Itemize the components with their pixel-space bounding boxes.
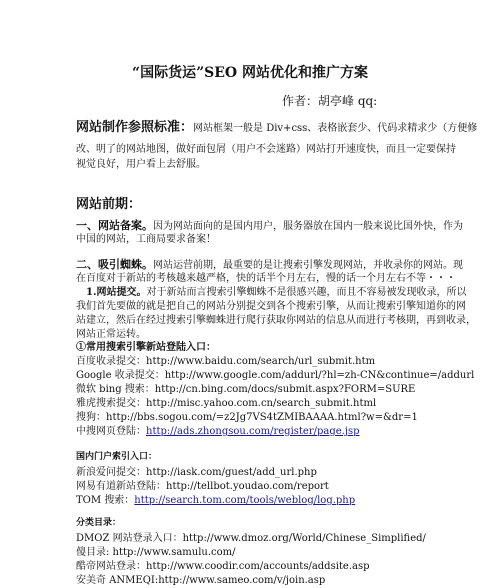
document-title: “国际货运”SEO 网站优化和推广方案 [132,65,368,81]
author-line: 作者：胡亭峰 qq: [282,94,378,108]
entry-yahoo: 雅虎搜索提交：http://misc.yahoo.com.cn/search_submit.html [76,398,377,409]
category-anmeqi: 安美奇 ANMEQI:http://www.sameo.com/v/join.asp [76,575,326,586]
entry-sogou: 搜狗：http://bbs.sogou.com/=z2Jg7VS4tZMIBAAAA.html?w=&dr=1 [76,412,418,423]
entries-heading: ①常用搜索引擎新站登陆入口： [76,342,216,353]
entry-baidu: 百度收录提交：http://www.baidu.com/search/url_submit.htm [76,356,376,367]
entry-bing: 微软 bing 搜索：http://cn.bing.com/docs/submit.aspx?FORM=SURE [76,384,416,395]
section2-heading: 网站前期： [76,197,142,212]
portal-youdao: 网易有道新站登陆：http://tellbot.youdao.com/report [76,481,329,492]
item2-text: 网站运营前期，最重要的是让搜索引擎发现网站，并收录你的网站。现 [153,260,463,271]
item1-line2: 中国的网站，工商局要求备案！ [76,234,216,245]
sub1-line2: 我们首先要做的就是把自己的网站分别提交到各个搜索引擎，从而让搜索引擎知道你的网 [76,301,466,312]
item1-heading: 一、网站备案。 [76,219,153,232]
sub1-text: 对于新站而言搜索引擎蜘蛛不是很感兴趣，而且不容易被发现收录，所以 [146,287,467,298]
entry-zhongsou [76,425,360,439]
portal-heading: 国内门户索引入口： [76,452,158,462]
section1-heading: 网站制作参照标准： [76,120,194,135]
sub1-line1 [86,286,466,300]
portal-tom [76,494,355,508]
section1-line3: 视觉良好，用户看上去舒服。 [76,159,206,170]
item1-text: 因为网站面向的是国内用户，服务器放在国内一般来说比国外快，作为 [153,221,463,232]
sub1-line3: 站建立，然后在经过搜索引擎蜘蛛进行爬行获取你网站的信息从而进行考核期，再到收录， [76,315,476,326]
section1-text: 网站框架一般是 Div+css、表格嵌套少、代码求精求少（方便修 [193,123,478,134]
item2-line1 [76,258,463,273]
category-dmoz: DMOZ 网站登录入口：http://www.dmoz.org/World/Chinese_Simplified/ [76,533,426,544]
zhongsou-label: 中搜网页登陆： [76,426,146,437]
category-coodir: 酷帝网站登录：http://www.coodir.com/accounts/addsite.asp [76,561,370,572]
portal-iask: 新浪爱问提交：http://iask.com/guest/add_url.php [76,467,317,478]
tom-link[interactable]: http://search.tom.com/tools/weblog/log.php [134,495,356,506]
item2-line2: 在百度对于新站的考核越来越严格，快的话半个月左右，慢的话一个月左右不等・・・ [76,273,456,284]
sub1-line4: 网站正常运转。 [76,329,146,340]
category-heading: 分类目录： [76,518,122,528]
tom-label: TOM 搜索： [76,495,135,506]
zhongsou-link[interactable]: http://ads.zhongsou.com/register/page.jsp [146,426,360,437]
entry-google: Google 收录提交：http://www.google.com/addurl/?hl=zh-CN&continue=/addurl [76,370,475,381]
sub1-heading: 1.网站提交。 [86,287,147,298]
section1-line1 [76,121,477,136]
item2-heading: 二、吸引蜘蛛。 [76,258,153,271]
section1-line2: 改、明了的网站地图，做好面包屑（用户不会迷路）网站打开速度快，而且一定要保持 [76,144,456,155]
item1-line1 [76,219,463,234]
category-samulu: 傻目录: http://www.samulu.com/ [76,547,236,558]
